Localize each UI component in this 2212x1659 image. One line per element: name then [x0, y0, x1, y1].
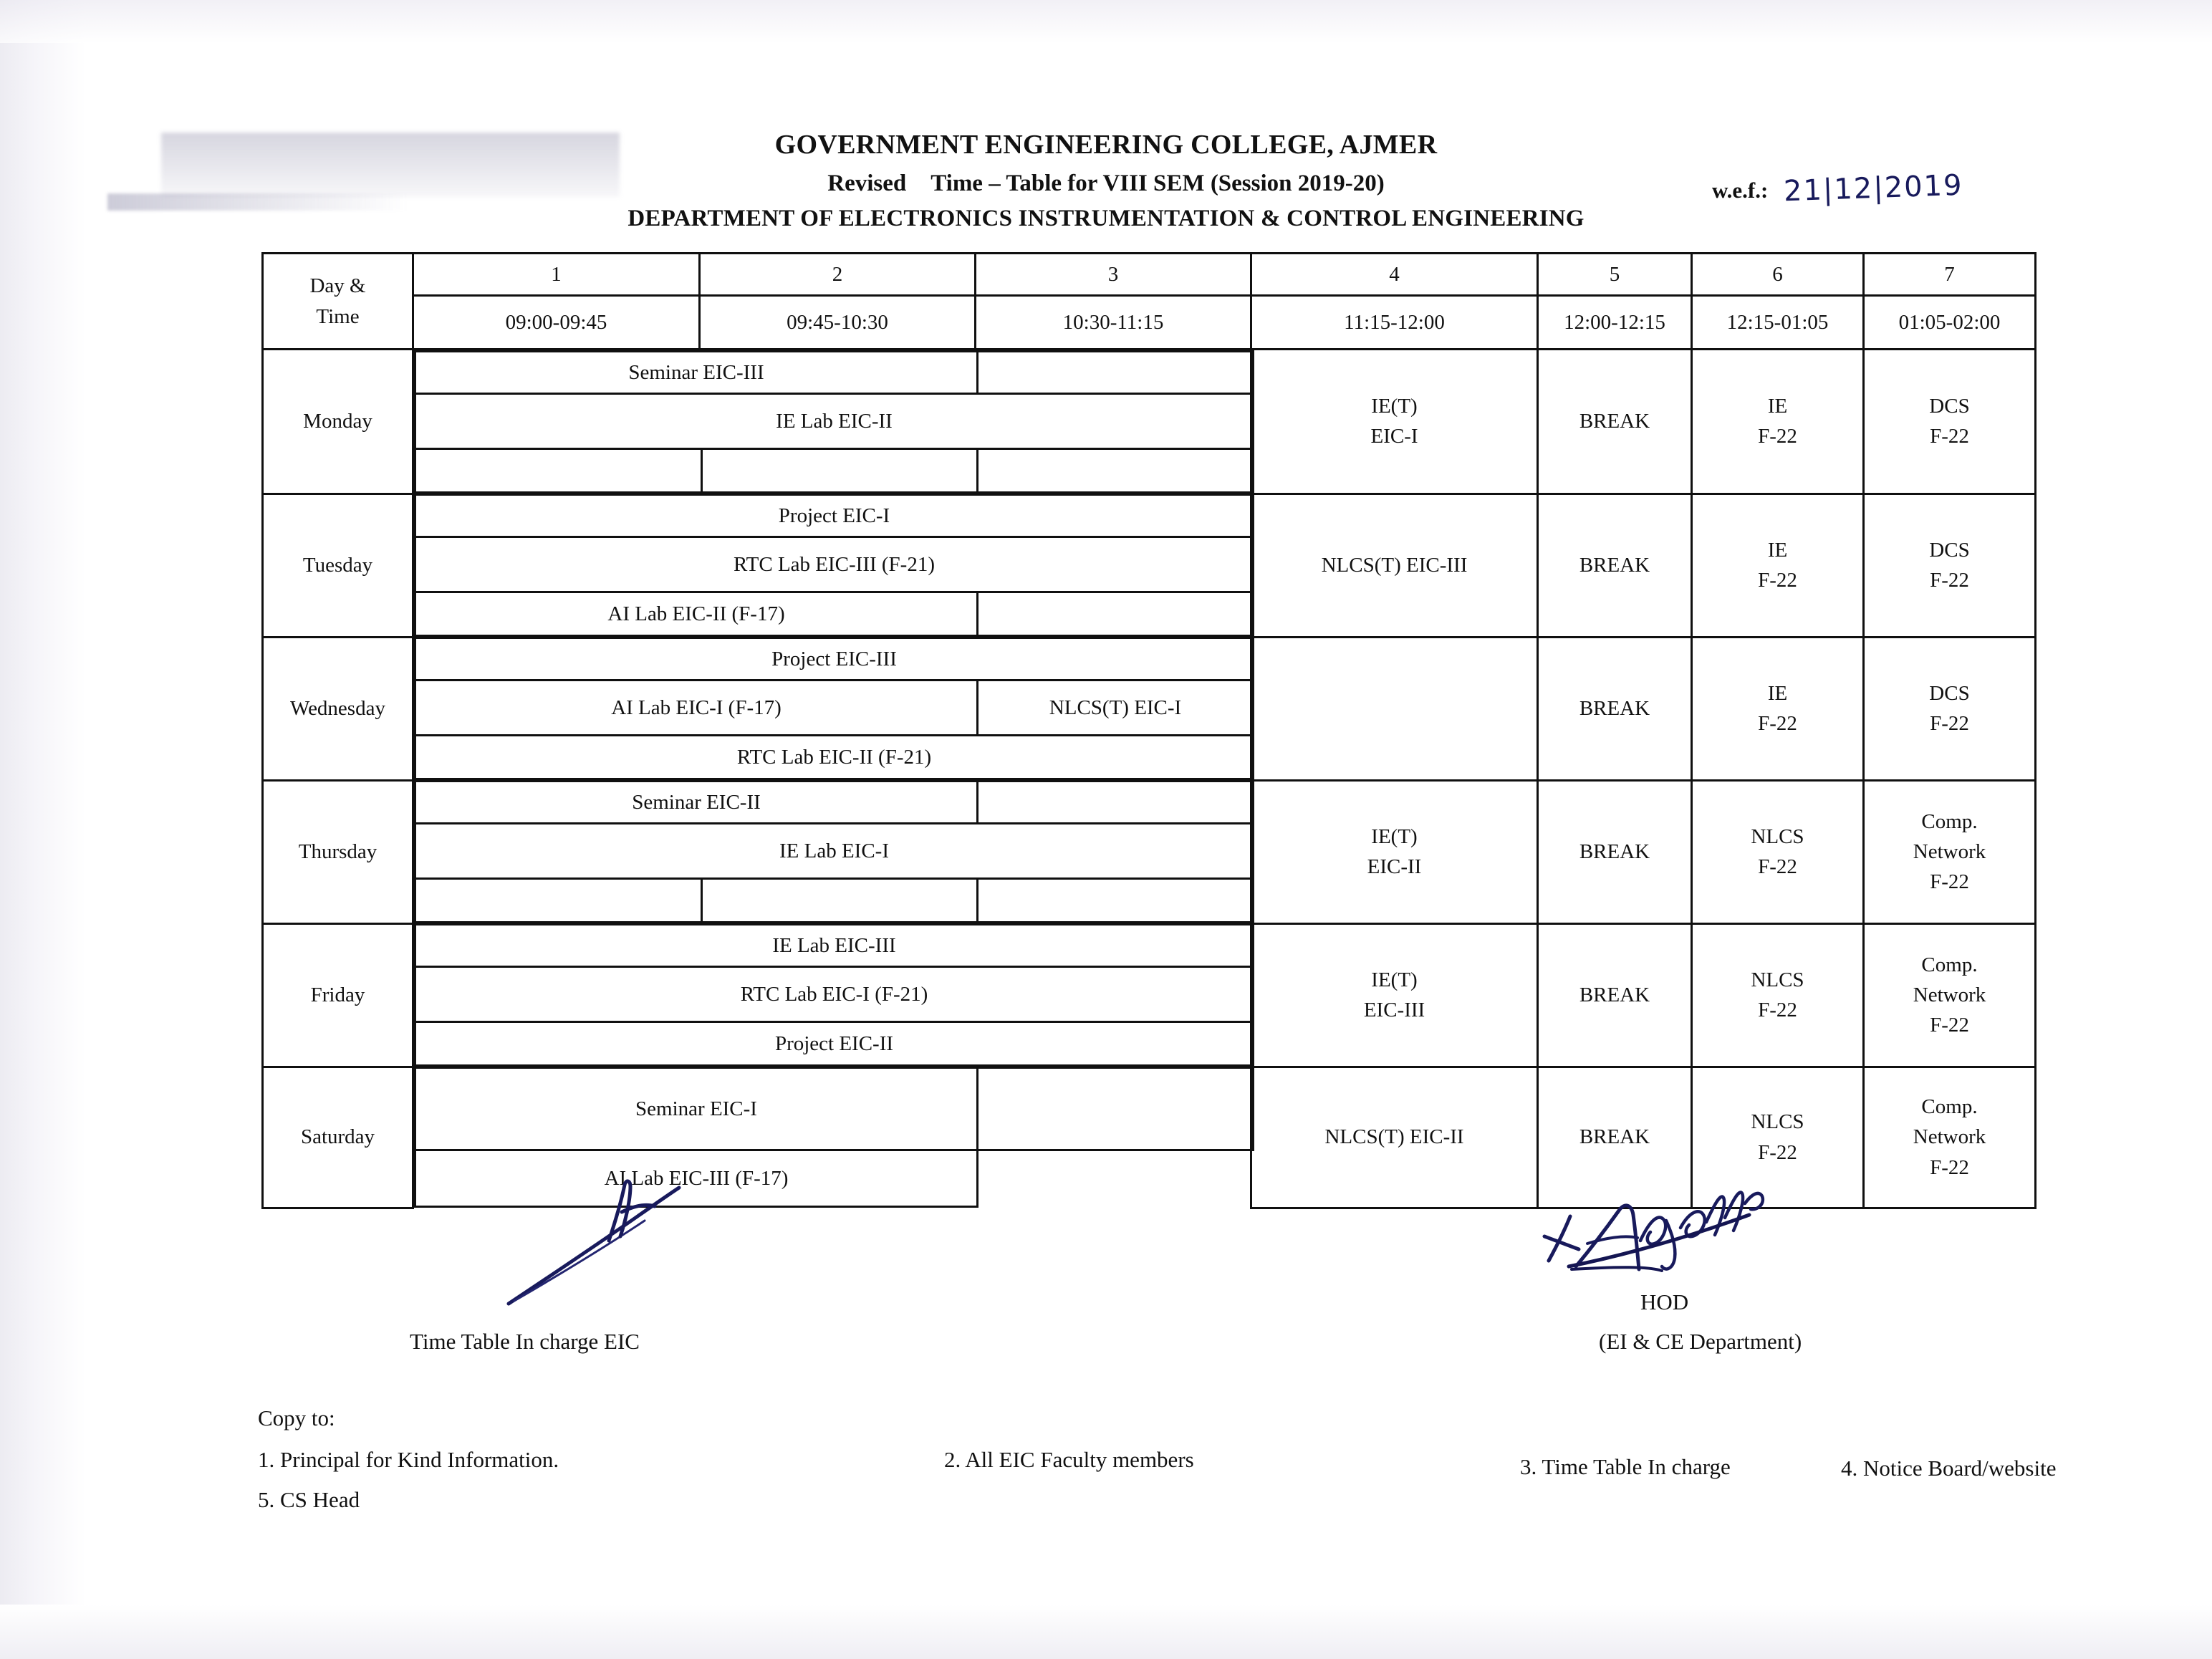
period-number-2: 2	[700, 254, 976, 296]
slot-cell-empty	[978, 879, 1254, 923]
break-cell-saturday: BREAK	[1538, 1067, 1692, 1208]
period-number-5: 5	[1538, 254, 1692, 296]
slot-subrow	[415, 394, 1254, 449]
period-6-cell-thursday	[1692, 780, 1864, 923]
break-cell-thursday: BREAK	[1538, 780, 1692, 923]
period-4-cell-saturday	[1251, 1067, 1538, 1208]
corner-label-line1: Day &	[309, 274, 366, 298]
period-6-cell-monday	[1692, 350, 1864, 494]
period-number-6: 6	[1692, 254, 1864, 296]
slot-subrow	[415, 352, 1254, 394]
slot-cell: Seminar EIC-II	[415, 782, 978, 824]
slot-cell: AI Lab EIC-III (F-17)	[415, 1150, 978, 1207]
copy-to-item-4: 4. Notice Board/website	[1841, 1456, 2057, 1481]
slot-cell-empty	[702, 449, 978, 493]
period-4-line2: EIC-I	[1370, 425, 1418, 448]
time-table-incharge-label: Time Table In charge EIC	[410, 1329, 640, 1354]
period-4-cell-tuesday	[1251, 494, 1538, 637]
slot-subrow	[415, 537, 1254, 592]
period-4-cell-friday	[1251, 923, 1538, 1067]
with-effect-from-block	[1712, 168, 1964, 208]
day-label-friday: Friday	[263, 923, 413, 1067]
slot-cell-empty	[978, 782, 1254, 824]
period-7-line3: F-22	[1930, 870, 1969, 894]
period-6-line2: F-22	[1758, 569, 1797, 592]
slot-subrow	[415, 495, 1254, 537]
lab-slot-group-wednesday	[413, 637, 1251, 780]
period-6-line2: F-22	[1758, 999, 1797, 1021]
period-6-line1: IE	[1767, 395, 1788, 418]
period-7-line1: DCS	[1929, 395, 1970, 418]
period-time-5: 12:00-12:15	[1538, 296, 1692, 350]
slot-cell: IE Lab EIC-II	[415, 394, 1254, 449]
slot-cell: AI Lab EIC-I (F-17)	[415, 681, 978, 736]
lab-slot-group-monday	[413, 350, 1251, 494]
scan-artifact-bottom-edge	[0, 1605, 2212, 1659]
slot-cell-empty	[978, 449, 1254, 493]
wef-label: w.e.f.:	[1712, 178, 1769, 203]
copy-to-item-5: 5. CS Head	[258, 1487, 360, 1512]
day-label-monday: Monday	[263, 350, 413, 494]
slot-subrow	[415, 1068, 1254, 1150]
scan-artifact-left-edge	[0, 0, 86, 1659]
period-6-line1: NLCS	[1751, 1110, 1804, 1134]
period-7-cell-thursday	[1864, 780, 2036, 923]
period-6-line1: NLCS	[1751, 824, 1804, 848]
slot-cell: Seminar EIC-I	[415, 1068, 978, 1150]
period-7-cell-saturday	[1864, 1067, 2036, 1208]
slot-subrow	[415, 449, 1254, 493]
period-4-line1: NLCS(T) EIC-III	[1321, 553, 1468, 577]
slot-cell: RTC Lab EIC-II (F-21)	[415, 736, 1254, 779]
break-cell-monday: BREAK	[1538, 350, 1692, 494]
period-7-line1: Comp.	[1921, 1095, 1978, 1119]
day-label-thursday: Thursday	[263, 780, 413, 923]
period-4-cell-wednesday	[1251, 637, 1538, 780]
period-number-1: 1	[413, 254, 700, 296]
period-7-line3: F-22	[1930, 1155, 1969, 1179]
period-7-line2: F-22	[1930, 425, 1969, 448]
slot-cell-empty	[415, 879, 702, 923]
hod-label: HOD	[1640, 1289, 1689, 1314]
copy-to-item-1: 1. Principal for Kind Information.	[258, 1447, 559, 1472]
slot-cell-empty	[978, 352, 1254, 394]
period-4-line1: NLCS(T) EIC-II	[1324, 1125, 1464, 1149]
slot-subrow	[415, 592, 1254, 636]
slot-subrow	[415, 824, 1254, 879]
hod-department-label: (EI & CE Department)	[1599, 1329, 1802, 1354]
period-time-2: 09:45-10:30	[700, 296, 976, 350]
period-7-line1: DCS	[1929, 681, 1970, 705]
slot-subrow	[415, 967, 1254, 1022]
revised-label: Revised	[827, 170, 907, 196]
period-number-7: 7	[1864, 254, 2036, 296]
period-7-line2: F-22	[1930, 712, 1969, 735]
break-cell-friday: BREAK	[1538, 923, 1692, 1067]
period-7-cell-friday	[1864, 923, 2036, 1067]
period-7-line1: DCS	[1929, 538, 1970, 562]
college-name: GOVERNMENT ENGINEERING COLLEGE, AJMER	[774, 130, 1438, 160]
copy-to-item-2: 2. All EIC Faculty members	[944, 1447, 1194, 1472]
period-4-line2: EIC-III	[1363, 999, 1425, 1021]
timetable-row-thursday	[263, 780, 2036, 923]
timetable-row-monday	[263, 350, 2036, 494]
period-6-line1: NLCS	[1751, 968, 1804, 991]
period-number-4: 4	[1251, 254, 1538, 296]
slot-subrow	[415, 1022, 1254, 1066]
timetable-row-saturday	[263, 1067, 2036, 1208]
slot-subrow	[415, 782, 1254, 824]
slot-subrow	[415, 879, 1254, 923]
period-6-line2: F-22	[1758, 1140, 1797, 1164]
period-7-line2: Network	[1913, 840, 1986, 863]
period-number-3: 3	[976, 254, 1251, 296]
lab-slot-group-thursday	[413, 780, 1251, 923]
lab-slot-group-tuesday	[413, 494, 1251, 637]
period-4-cell-thursday	[1251, 780, 1538, 923]
copy-to-item-3: 3. Time Table In charge	[1520, 1454, 1731, 1479]
day-label-wednesday: Wednesday	[263, 637, 413, 780]
day-label-saturday: Saturday	[263, 1067, 413, 1208]
slot-subrow	[415, 681, 1254, 736]
timetable-title: Time – Table for VIII SEM (Session 2019-20)	[931, 170, 1385, 196]
period-6-line1: IE	[1767, 538, 1788, 562]
period-6-line1: IE	[1767, 681, 1788, 705]
period-time-7: 01:05-02:00	[1864, 296, 2036, 350]
period-time-4: 11:15-12:00	[1251, 296, 1538, 350]
slot-subrow	[415, 736, 1254, 779]
break-cell-wednesday: BREAK	[1538, 637, 1692, 780]
period-6-line2: F-22	[1758, 425, 1797, 448]
slot-cell: Project EIC-III	[415, 638, 1254, 681]
period-time-1: 09:00-09:45	[413, 296, 700, 350]
slot-cell: IE Lab EIC-III	[415, 925, 1254, 967]
period-time-6: 12:15-01:05	[1692, 296, 1864, 350]
break-cell-tuesday: BREAK	[1538, 494, 1692, 637]
timetable-body	[263, 350, 2036, 1208]
period-6-line2: F-22	[1758, 855, 1797, 878]
period-4-line2: EIC-II	[1367, 855, 1422, 878]
period-6-cell-wednesday	[1692, 637, 1864, 780]
lab-slot-group-saturday	[413, 1067, 1251, 1208]
slot-cell: IE Lab EIC-I	[415, 824, 1254, 879]
slot-cell: RTC Lab EIC-III (F-21)	[415, 537, 1254, 592]
timetable-row-tuesday	[263, 494, 2036, 637]
day-label-tuesday: Tuesday	[263, 494, 413, 637]
corner-label-line2: Time	[316, 304, 360, 328]
department-name: DEPARTMENT OF ELECTRONICS INSTRUMENTATION & CONTROL ENGINEERING	[627, 206, 1585, 231]
period-7-cell-tuesday	[1864, 494, 2036, 637]
period-6-line2: F-22	[1758, 712, 1797, 735]
slot-cell: NLCS(T) EIC-I	[978, 681, 1254, 736]
slot-subrow	[415, 925, 1254, 967]
period-7-line1: Comp.	[1921, 809, 1978, 833]
period-time-row	[263, 296, 2036, 350]
period-7-line2: Network	[1913, 1125, 1986, 1149]
slot-cell-empty	[702, 879, 978, 923]
slot-subrow	[415, 638, 1254, 681]
day-time-corner-header	[263, 254, 413, 350]
period-7-cell-monday	[1864, 350, 2036, 494]
timetable-head	[263, 254, 2036, 350]
slot-cell: Project EIC-II	[415, 1022, 1254, 1066]
lab-slot-group-friday	[413, 923, 1251, 1067]
period-7-line1: Comp.	[1921, 953, 1978, 976]
period-time-3: 10:30-11:15	[976, 296, 1251, 350]
timetable	[261, 252, 2037, 1209]
slot-cell: RTC Lab EIC-I (F-21)	[415, 967, 1254, 1022]
period-6-cell-saturday	[1692, 1067, 1864, 1208]
scan-artifact-top-edge	[0, 0, 2212, 43]
slot-cell: Seminar EIC-III	[415, 352, 978, 394]
period-4-line1: IE(T)	[1371, 824, 1418, 848]
period-7-line2: F-22	[1930, 569, 1969, 592]
period-7-line2: Network	[1913, 983, 1986, 1006]
period-7-line3: F-22	[1930, 1014, 1969, 1037]
timetable-row-friday	[263, 923, 2036, 1067]
period-6-cell-friday	[1692, 923, 1864, 1067]
timetable-row-wednesday	[263, 637, 2036, 780]
slot-cell-empty	[978, 1068, 1254, 1150]
copy-to-label: Copy to:	[258, 1405, 335, 1430]
period-number-row	[263, 254, 2036, 296]
wef-date-handwritten: 21|12|2019	[1783, 168, 1964, 208]
period-4-cell-monday	[1251, 350, 1538, 494]
period-7-cell-wednesday	[1864, 637, 2036, 780]
slot-cell: Project EIC-I	[415, 495, 1254, 537]
period-6-cell-tuesday	[1692, 494, 1864, 637]
period-4-line1: IE(T)	[1371, 968, 1418, 991]
slot-cell: AI Lab EIC-II (F-17)	[415, 592, 978, 636]
slot-cell-empty	[978, 592, 1254, 636]
slot-subrow	[415, 1150, 1254, 1207]
slot-cell-empty	[415, 449, 702, 493]
period-4-line1: IE(T)	[1371, 395, 1418, 418]
